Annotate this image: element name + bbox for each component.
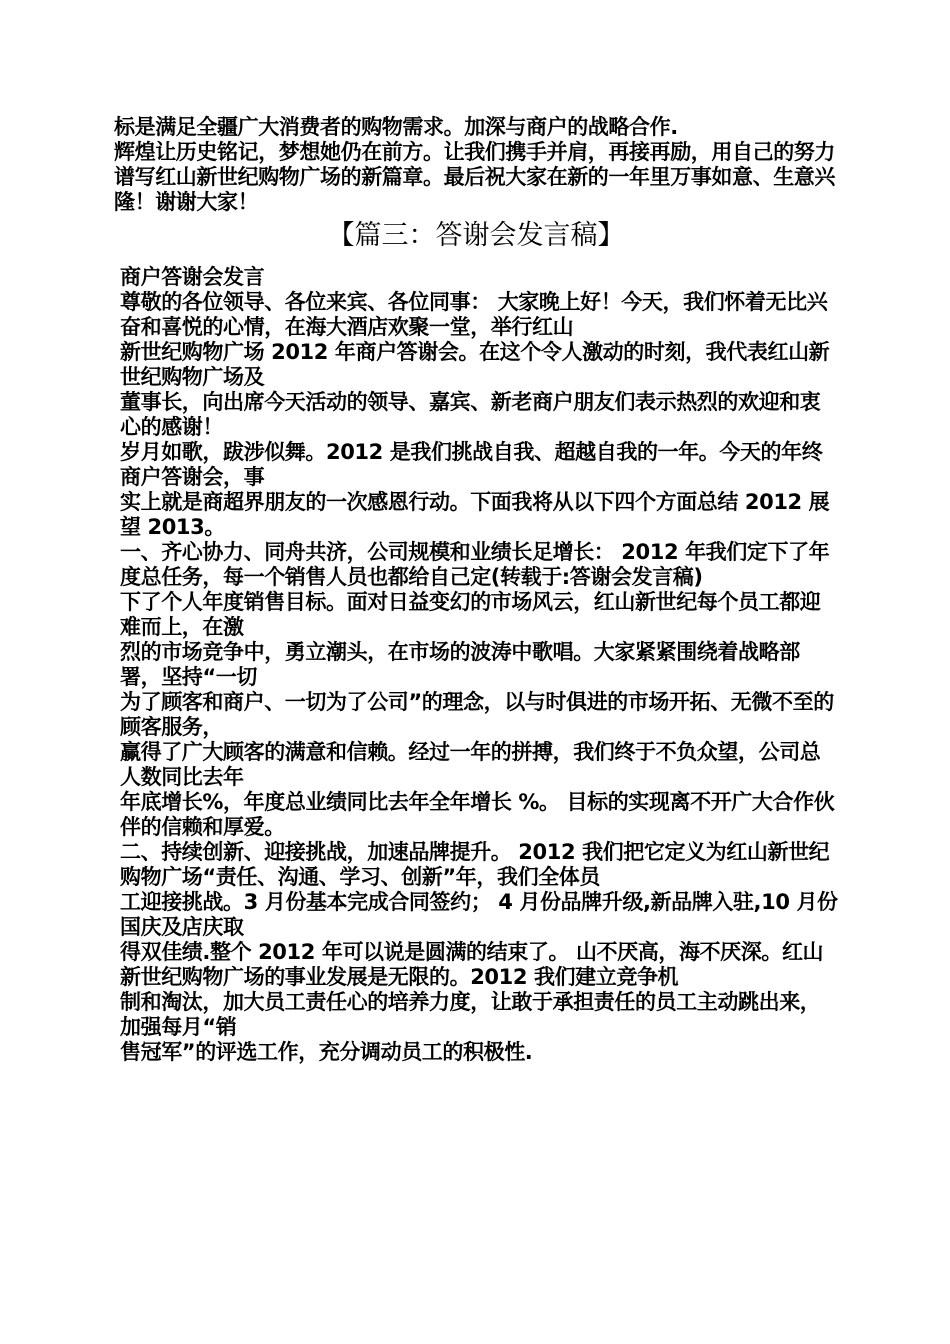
intro-paragraph-2: 辉煌让历史铭记，梦想她仍在前方。让我们携手并肩，再接再励，用自己的努力谱写红山新世纪购物广场的新篇章。最后祝大家在新的一年里万事如意、生意兴隆！谢谢大家！ xyxy=(114,140,835,214)
document-page xyxy=(114,115,838,1065)
body-paragraph: 下了个人年度销售目标。面对日益变幻的市场风云，红山新世纪每个员工都迎难而上，在激 xyxy=(120,590,821,639)
body-paragraph: 制和淘汰，加大员工责任心的培养力度，让敢于承担责任的员工主动跳出来，加强每月“销 xyxy=(120,990,821,1039)
body-paragraph: 工迎接挑战。3 月份基本完成合同签约； 4 月份品牌升级,新品牌入驻,10 月份国庆及店庆取 xyxy=(120,890,838,939)
body-paragraph: 一、齐心协力、同舟共济，公司规模和业绩长足增长： 2012 年我们定下了年度总任务，每一个销售人员也都给自己定(转载于:答谢会发言稿) xyxy=(120,540,830,589)
body-paragraph: 得双佳绩.整个 2012 年可以说是圆满的结束了。 山不厌高，海不厌深。红山新世纪购物广场的事业发展是无限的。2012 我们建立竞争机 xyxy=(120,940,824,989)
body-paragraph: 董事长，向出席今天活动的领导、嘉宾、新老商户朋友们表示热烈的欢迎和衷心的感谢！ xyxy=(120,390,821,439)
body-paragraph: 年底增长%，年度总业绩同比去年全年增长 %。 目标的实现离不开广大合作伙伴的信赖和厚爱。 xyxy=(120,790,835,839)
body-paragraph: 实上就是商超界朋友的一次感恩行动。下面我将从以下四个方面总结 2012 展望 2013。 xyxy=(120,490,830,539)
body-paragraph: 二、持续创新、迎接挑战，加速品牌提升。 2012 我们把它定义为红山新世纪购物广场“责任、沟通、学习、创新”年，我们全体员 xyxy=(120,840,830,889)
body-paragraph: 售冠军”的评选工作，充分调动员工的积极性. xyxy=(120,1040,533,1064)
body-paragraph: 为了顾客和商户、一切为了公司”的理念，以与时俱进的市场开拓、无微不至的顾客服务， xyxy=(120,690,834,739)
speech-heading: 商户答谢会发言 xyxy=(120,265,265,289)
body-paragraph: 岁月如歌，跋涉似舞。2012 是我们挑战自我、超越自我的一年。今天的年终商户答谢会，事 xyxy=(120,440,823,489)
body-paragraph: 尊敬的各位领导、各位来宾、各位同事： 大家晚上好！今天，我们怀着无比兴奋和喜悦的心情，在海大酒店欢聚一堂，举行红山 xyxy=(120,290,828,339)
body-paragraph: 新世纪购物广场 2012 年商户答谢会。在这个令人激动的时刻，我代表红山新世纪购物广场及 xyxy=(120,340,830,389)
intro-paragraph-1: 标是满足全疆广大消费者的购物需求。加深与商户的战略合作. xyxy=(114,115,678,139)
body-paragraph: 赢得了广大顾客的满意和信赖。经过一年的拼搏，我们终于不负众望，公司总人数同比去年 xyxy=(120,740,821,789)
body-paragraph: 烈的市场竞争中，勇立潮头，在市场的波涛中歌唱。大家紧紧围绕着战略部署，坚持“一切 xyxy=(120,640,800,689)
section-title: 【篇三：答谢会发言稿】 xyxy=(327,220,625,251)
